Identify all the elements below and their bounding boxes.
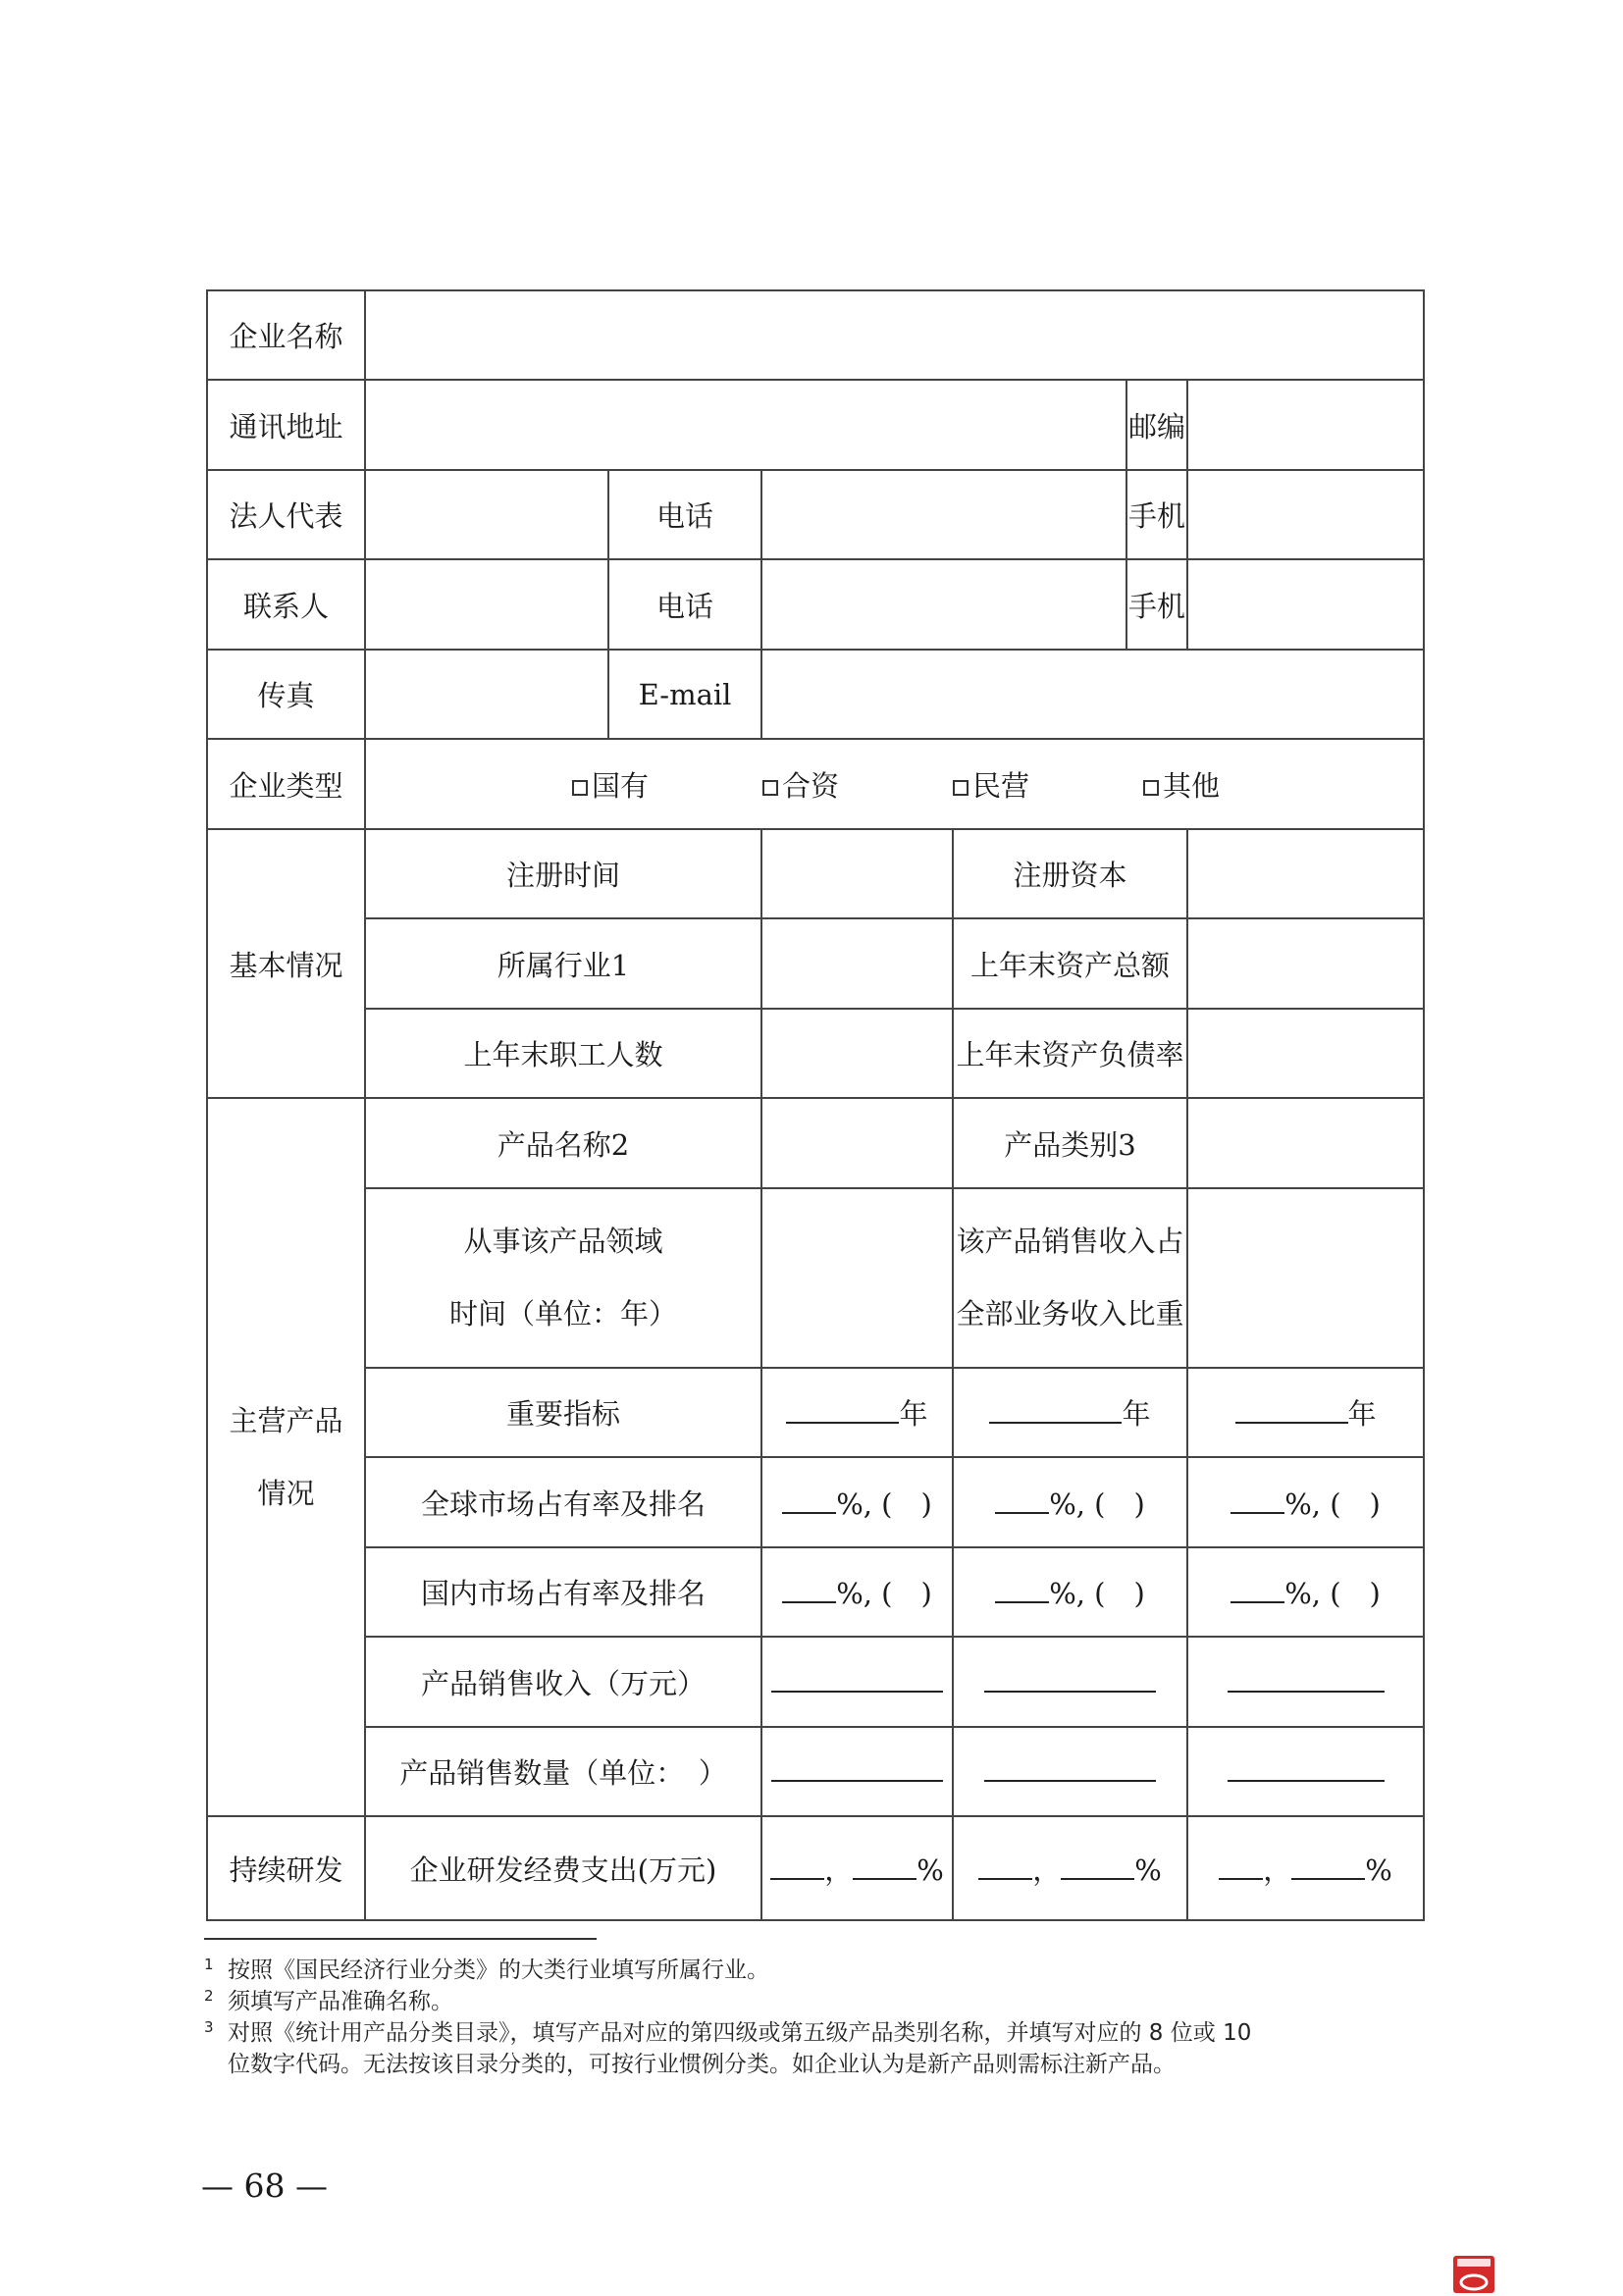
address-field[interactable]: [365, 380, 1126, 469]
basic-info-label: 基本情况: [207, 829, 365, 1098]
domestic-share-year-2[interactable]: %, ( ): [953, 1547, 1187, 1637]
company-name-label: 企业名称: [207, 290, 365, 380]
revenue-share-field[interactable]: [1187, 1188, 1424, 1368]
sales-volume-year-3[interactable]: [1187, 1727, 1424, 1816]
employees-label: 上年末职工人数: [365, 1009, 761, 1098]
rd-year-1[interactable]: ， %: [761, 1816, 953, 1920]
contact-mobile-label: 手机: [1126, 559, 1187, 649]
application-form-table: [206, 289, 1425, 1921]
page-number: — 68 —: [201, 2166, 328, 2205]
product-name-label: 产品名称2: [365, 1098, 761, 1187]
email-field[interactable]: [761, 650, 1424, 739]
rd-year-3[interactable]: ， %: [1187, 1816, 1424, 1920]
sales-revenue-year-3[interactable]: [1187, 1637, 1424, 1726]
company-type-options: [365, 739, 1424, 828]
product-name-field[interactable]: [761, 1098, 953, 1187]
contact-field[interactable]: [365, 559, 608, 649]
legal-rep-phone-label: 电话: [608, 470, 761, 559]
reg-time-field[interactable]: [761, 829, 953, 918]
fax-label: 传真: [207, 650, 365, 739]
reg-capital-label: 注册资本: [953, 829, 1187, 918]
fax-field[interactable]: [365, 650, 608, 739]
sales-volume-label: 产品销售数量（单位： ）: [365, 1727, 761, 1816]
checkbox-icon[interactable]: [1143, 780, 1159, 796]
global-share-year-3[interactable]: %, ( ): [1187, 1457, 1424, 1546]
domestic-share-year-3[interactable]: %, ( ): [1187, 1547, 1424, 1637]
rd-label: 持续研发: [207, 1816, 365, 1920]
footnote-3-continued: 位数字代码。无法按该目录分类的，可按行业惯例分类。如企业认为是新产品则需标注新产品。: [228, 2052, 1176, 2077]
type-option-other[interactable]: 其他: [1143, 764, 1220, 805]
global-share-label: 全球市场占有率及排名: [365, 1457, 761, 1546]
year-1-cell[interactable]: 年: [761, 1368, 953, 1457]
legal-rep-phone-field[interactable]: [761, 470, 1126, 559]
main-product-label: 主营产品 情况: [207, 1098, 365, 1816]
industry-field[interactable]: [761, 918, 953, 1008]
sales-volume-year-2[interactable]: [953, 1727, 1187, 1816]
company-name-field[interactable]: [365, 290, 1424, 380]
contact-mobile-field[interactable]: [1187, 559, 1424, 649]
global-share-year-2[interactable]: %, ( ): [953, 1457, 1187, 1546]
email-label: E-mail: [608, 650, 761, 739]
checkbox-icon[interactable]: [762, 780, 778, 796]
legal-rep-field[interactable]: [365, 470, 608, 559]
sales-volume-year-1[interactable]: [761, 1727, 953, 1816]
footnote-1: 1 按照《国民经济行业分类》的大类行业填写所属行业。: [204, 1956, 769, 1983]
debt-ratio-label: 上年末资产负债率: [953, 1009, 1187, 1098]
contact-phone-field[interactable]: [761, 559, 1126, 649]
sales-revenue-label: 产品销售收入（万元）: [365, 1637, 761, 1726]
year-2-cell[interactable]: 年: [953, 1368, 1187, 1457]
rd-expense-label: 企业研发经费支出(万元): [365, 1816, 761, 1920]
field-time-label: 从事该产品领域 时间（单位：年）: [365, 1188, 761, 1368]
domestic-share-label: 国内市场占有率及排名: [365, 1547, 761, 1637]
postcode-label: 邮编: [1126, 380, 1187, 469]
employees-field[interactable]: [761, 1009, 953, 1098]
revenue-share-label: 该产品销售收入占 全部业务收入比重: [953, 1188, 1187, 1368]
total-assets-label: 上年末资产总额: [953, 918, 1187, 1008]
checkbox-icon[interactable]: [572, 780, 588, 796]
debt-ratio-field[interactable]: [1187, 1009, 1424, 1098]
product-category-label: 产品类别3: [953, 1098, 1187, 1187]
type-option-state-owned[interactable]: 国有: [572, 764, 762, 805]
global-share-year-1[interactable]: %, ( ): [761, 1457, 953, 1546]
contact-phone-label: 电话: [608, 559, 761, 649]
legal-rep-label: 法人代表: [207, 470, 365, 559]
type-option-private[interactable]: 民营: [953, 764, 1143, 805]
address-label: 通讯地址: [207, 380, 365, 469]
company-type-label: 企业类型: [207, 739, 365, 828]
reg-capital-field[interactable]: [1187, 829, 1424, 918]
product-category-field[interactable]: [1187, 1098, 1424, 1187]
sales-revenue-year-1[interactable]: [761, 1637, 953, 1726]
footnote-3: 3 对照《统计用产品分类目录》，填写产品对应的第四级或第五级产品类别名称，并填写对应的 8 位或 10: [204, 2018, 1252, 2046]
footnote-2: 2 须填写产品准确名称。: [204, 1987, 453, 2014]
seal-logo-icon: [1452, 2255, 1495, 2294]
field-time-field[interactable]: [761, 1188, 953, 1368]
key-indicator-label: 重要指标: [365, 1368, 761, 1457]
contact-label: 联系人: [207, 559, 365, 649]
year-3-cell[interactable]: 年: [1187, 1368, 1424, 1457]
reg-time-label: 注册时间: [365, 829, 761, 918]
type-option-joint-venture[interactable]: 合资: [762, 764, 953, 805]
checkbox-icon[interactable]: [953, 780, 969, 796]
footnote-divider: [204, 1938, 597, 1940]
rd-year-2[interactable]: ， %: [953, 1816, 1187, 1920]
industry-label: 所属行业1: [365, 918, 761, 1008]
sales-revenue-year-2[interactable]: [953, 1637, 1187, 1726]
postcode-field[interactable]: [1187, 380, 1424, 469]
domestic-share-year-1[interactable]: %, ( ): [761, 1547, 953, 1637]
legal-rep-mobile-field[interactable]: [1187, 470, 1424, 559]
legal-rep-mobile-label: 手机: [1126, 470, 1187, 559]
total-assets-field[interactable]: [1187, 918, 1424, 1008]
